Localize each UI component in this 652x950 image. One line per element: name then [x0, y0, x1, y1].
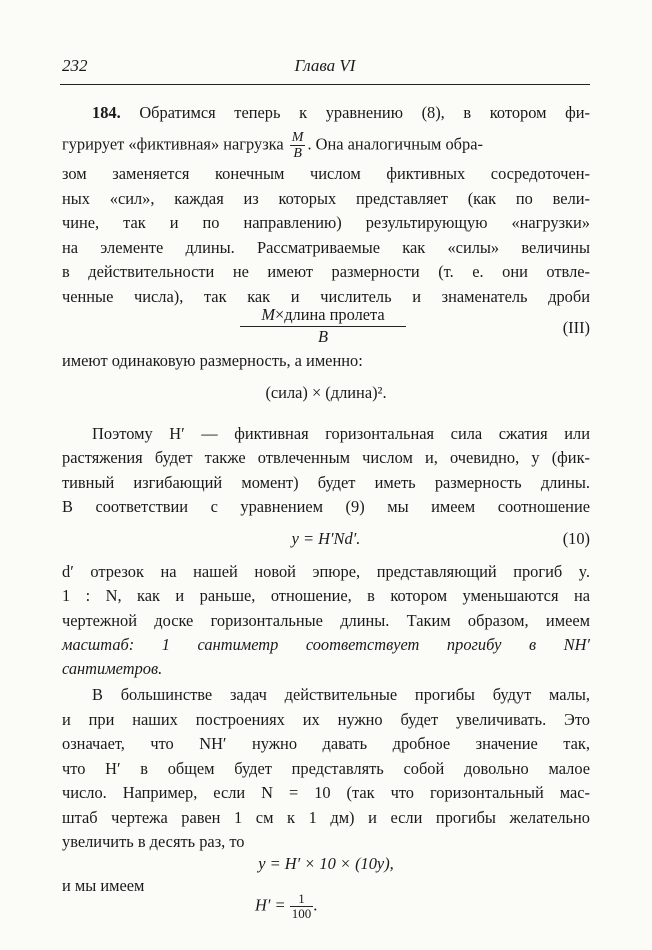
header-rule: [60, 84, 590, 85]
text-line: что H′ в общем будет представлять собой довольно малое: [62, 759, 590, 778]
numerator-text: ×длина пролета: [274, 305, 385, 324]
text-line: ных «сил», каждая из которых представляет (как по вели-: [62, 189, 590, 208]
text-line: чине, так и по направлению) результирующую «нагрузки»: [62, 213, 590, 232]
text-line: штаб чертежа равен 1 см к 1 дм) и если прогибы желательно: [62, 808, 590, 827]
text-line: гурирует «фиктивная» нагрузка: [62, 134, 284, 154]
page-number: 232: [62, 56, 88, 75]
text-line: тивный изгибающий момент) будет иметь размерность длины.: [62, 473, 590, 492]
equation-iii: [240, 305, 406, 347]
text-line: ченные числа), так как и числитель и знаменатель дроби: [62, 287, 590, 306]
text-line: чертежной доске горизонтальные длины. Таким образом, имеем: [62, 611, 590, 630]
fraction-numerator: 1: [290, 892, 314, 907]
inline-fraction: [290, 130, 306, 161]
text-line: означает, что NH′ нужно давать дробное значение так,: [62, 734, 590, 753]
equation-h: [255, 892, 395, 921]
section-number: 184.: [92, 103, 121, 122]
fraction-numerator: M: [291, 130, 304, 145]
section-line-with-fraction: [62, 130, 590, 161]
italic-scale-line: сантиметров.: [62, 659, 163, 678]
text-line: В большинстве задач действительные прогибы будут малы,: [92, 685, 590, 704]
symbol-m: M: [261, 305, 275, 324]
text-line: d′ отрезок на нашей новой эпюре, представляющий прогиб y.: [62, 562, 590, 581]
equation-label-iii: (III): [562, 318, 590, 337]
equation-10: y = H′Nd′.: [291, 529, 361, 548]
section-first-line: [92, 103, 590, 123]
equation-lhs: H′ =: [255, 895, 286, 915]
text-line: увеличить в десять раз, то: [62, 832, 245, 851]
text-line: растяжения будет также отвлеченным числом и, очевидно, y (фик-: [62, 448, 590, 467]
fraction-denominator: 100: [291, 906, 312, 921]
fraction-one-hundredth: [290, 892, 314, 921]
equation-end: .: [313, 895, 318, 915]
text-line: на элементе длины. Рассматриваемые как «силы» величины: [62, 238, 590, 257]
dimension-expression: (сила) × (длина)².: [265, 383, 387, 402]
text-line: и мы имеем: [62, 876, 145, 895]
equation-y: y = H′ × 10 × (10y),: [258, 854, 394, 873]
equation-denominator: B: [317, 327, 328, 346]
equation-numerator: [240, 305, 406, 327]
text-line: Поэтому H′ — фиктивная горизонтальная сила сжатия или: [92, 424, 590, 443]
fraction-denominator: B: [293, 146, 302, 161]
chapter-title: Глава VI: [294, 56, 356, 75]
text-line: 1 : N, как и раньше, отношение, в котором уменьшаются на: [62, 586, 590, 605]
text-line: имеют одинаковую размерность, а именно:: [62, 351, 363, 370]
text-line: Обратимся теперь к уравнению (8), в котором фи-: [139, 103, 590, 122]
text-line: в действительности не имеют размерности (т. е. они отвле-: [62, 262, 590, 281]
italic-scale-line: масштаб: 1 сантиметр соответствует прогибу в NH′: [62, 635, 590, 654]
text-line: число. Например, если N = 10 (так что горизонтальный мас-: [62, 783, 590, 802]
running-header: [60, 56, 590, 80]
text-line: зом заменяется конечным числом фиктивных сосредоточен-: [62, 164, 590, 183]
text-line: и при наших построениях их нужно будет увеличивать. Это: [62, 710, 590, 729]
text-line: . Она аналогичным обра-: [307, 134, 483, 154]
equation-label-10: (10): [562, 529, 590, 548]
text-line: В соответствии с уравнением (9) мы имеем соотношение: [62, 497, 590, 516]
